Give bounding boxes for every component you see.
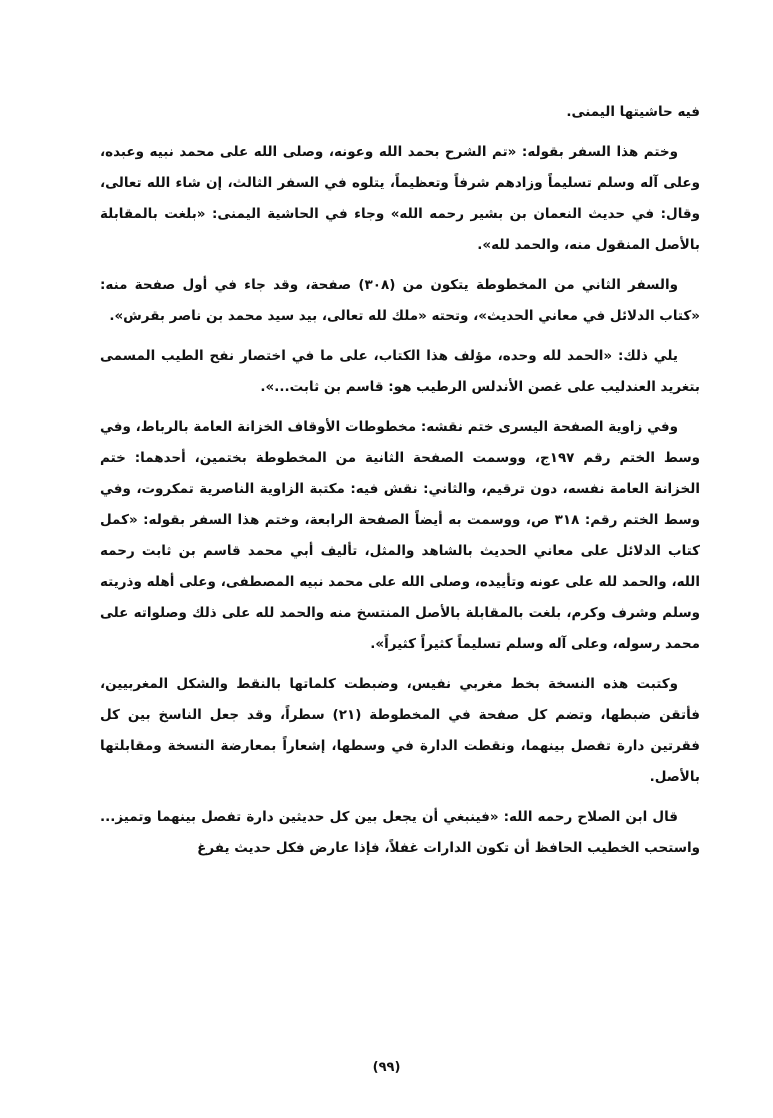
- body-text: [100, 97, 700, 873]
- paragraph-first-volume-ending: وختم هذا السفر بقوله: «تم الشرح بحمد الله وعونه، وصلى الله على محمد نبيه وعبده، وعلى آله وسلم تسليماً وزادهم شرفاً وتعظيماً، يتلوه في السفر الثالث، إن شاء الله تعالى، وقال: في حديث النعمان بن بشير رحمه الله» وجاء في الحاشية اليمنى: «بلغت بالمقابلة بالأصل المنقول منه، والحمد لله».: [100, 144, 700, 253]
- paragraph-second-volume: والسفر الثاني من المخطوطة يتكون من (٣٠٨) صفحة، وقد جاء في أول صفحة منه: «كتاب الدلائل في معاني الحديث»، وتحته «ملك لله تعالى، بيد سيد محمد بن ناصر بقرش».: [100, 277, 700, 324]
- paragraph-continuation: فيه حاشيتها اليمنى.: [566, 104, 700, 120]
- paragraph-seals: وفي زاوية الصفحة اليسرى ختم نقشه: مخطوطات الأوقاف الخزانة العامة بالرباط، وفي وسط الختم رقم ١٩٧ج، ووسمت الصفحة الثانية من المخطوطة بختمين، أحدهما: ختم الخزانة العامة نفسه، دون ترقيم، والثاني: نقش فيه: مكتبة الزاوية الناصرية تمكروت، وفي وسط الختم رقم: ٣١٨ ص، ووسمت به أيضاً الصفحة الرابعة، وختم هذا السفر بقوله: «كمل كتاب الدلائل على معاني الحديث بالشاهد والمثل، تأليف أبي محمد قاسم بن ثابت رحمه الله، والحمد لله على عونه وتأييده، وصلى الله على محمد نبيه المصطفى، وعلى أهله وذريته وسلم وشرف وكرم، بلغت بالمقابلة بالأصل المنتسخ منه والحمد لله على ذلك وصلواته على محمد رسوله، وعلى آله وسلم تسليماً كثيراً كثيراً».: [100, 419, 700, 652]
- page-number: (٩٩): [372, 1060, 401, 1075]
- paragraph-ibn-salah-quote: قال ابن الصلاح رحمه الله: «فينبغي أن يجعل بين كل حديثين دارة تفصل بينهما وتميز... واستحب الخطيب الحافظ أن تكون الدارات غفلاً، فإذا عارض فكل حديث يفرغ: [100, 809, 700, 856]
- paragraph-following-title: يلي ذلك: «الحمد لله وحده، مؤلف هذا الكتاب، على ما في اختصار نفح الطيب المسمى بتغريد العندليب على غصن الأندلس الرطيب هو: قاسم بن ثابت...».: [100, 348, 700, 395]
- paragraph-script-description: وكتبت هذه النسخة بخط مغربي نفيس، وضبطت كلماتها بالنقط والشكل المغربيين، فأتقن ضبطها، وتضم كل صفحة في المخطوطة (٢١) سطراً، وقد جعل الناسخ بين كل فقرتين دارة تفصل بينهما، ونقطت الدارة في وسطها، إشعاراً بمعارضة النسخة ومقابلتها بالأصل.: [100, 676, 700, 785]
